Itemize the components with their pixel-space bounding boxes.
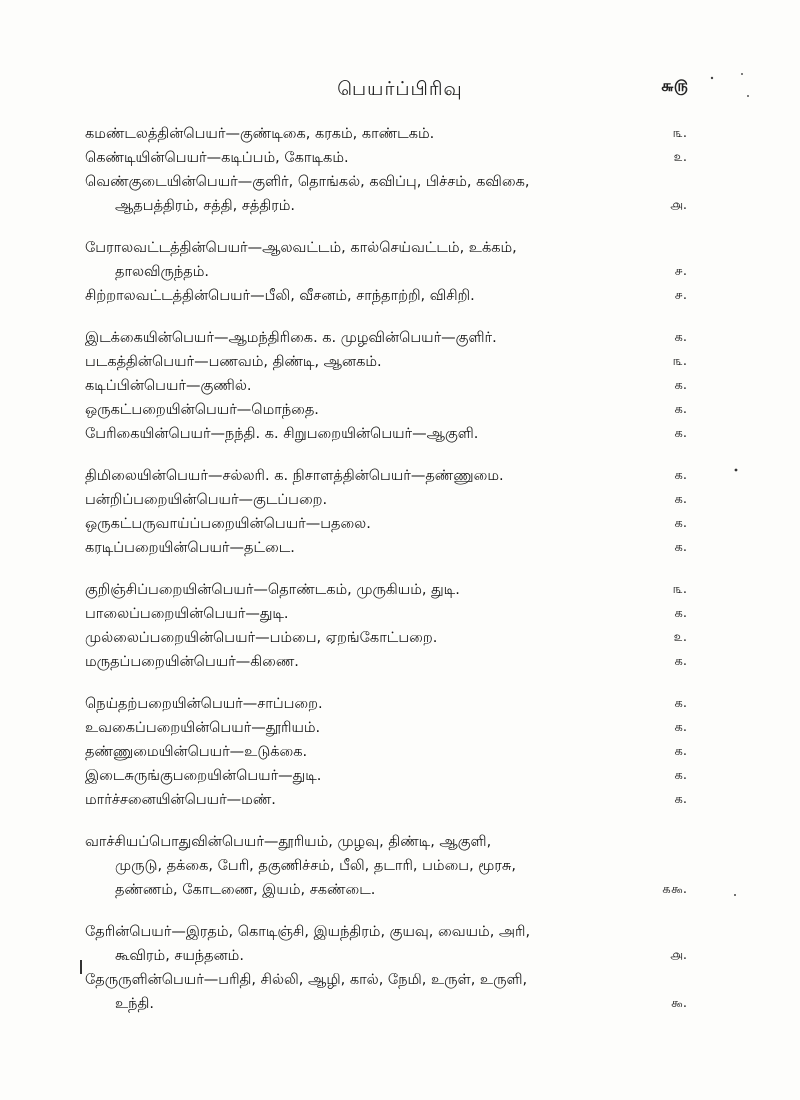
entry-line xyxy=(85,146,685,170)
entry-line xyxy=(85,878,685,902)
verse-count: க. xyxy=(674,768,687,783)
entry-text: இடைசுருங்குபறையின்பெயர்—துடி. xyxy=(85,768,322,784)
verse-count: ௪. xyxy=(674,264,687,279)
entry-line xyxy=(85,968,685,992)
entry-text: தேருருளின்பெயர்—பரிதி, சில்லி, ஆழி, கால், நேமி, உருள், உருளி, xyxy=(85,972,528,988)
entry-line xyxy=(85,578,685,602)
verse-count: க. xyxy=(674,492,687,507)
entry-text: பேரிகையின்பெயர்—நந்தி. க. சிறுபறையின்பெயர்—ஆகுளி. xyxy=(85,426,479,442)
page-number: ௬௫ xyxy=(661,76,688,95)
entry-line xyxy=(85,512,685,536)
entry-text: கரடிப்பறையின்பெயர்—தட்டை. xyxy=(85,540,295,556)
entry-text: முல்லைப்பறையின்பெயர்—பம்பை, ஏறங்கோட்பறை. xyxy=(85,630,438,646)
entry-line xyxy=(85,326,685,350)
entry-text: கமண்டலத்தின்பெயர்—குண்டிகை, கரகம், காண்டகம். xyxy=(85,126,435,142)
entry-text: நெய்தற்பறையின்பெயர்—சாப்பறை. xyxy=(85,696,323,712)
entries-list xyxy=(85,122,685,1016)
entry-line xyxy=(85,284,685,308)
entry-line xyxy=(85,464,685,488)
entry-text: கடிப்பின்பெயர்—குணில். xyxy=(85,378,252,394)
entry-line xyxy=(85,944,685,968)
verse-count: ௧௯. xyxy=(661,882,687,897)
entry-line xyxy=(85,854,685,878)
entry-line xyxy=(85,626,685,650)
entry-text: ஒருகட்பருவாய்ப்பறையின்பெயர்—பதலை. xyxy=(85,516,371,532)
entry-text: ஒருகட்பறையின்பெயர்—மொந்தை. xyxy=(85,402,319,418)
entry-text: வாச்சியப்பொதுவின்பெயர்—தூரியம், முழவு, திண்டி, ஆகுளி, xyxy=(85,834,492,850)
entry-line xyxy=(85,788,685,812)
entry-line xyxy=(85,650,685,674)
entry-text: சிற்றாலவட்டத்தின்பெயர்—பீலி, வீசனம், சாந்தாற்றி, விசிறி. xyxy=(85,288,475,304)
entry-line xyxy=(85,170,685,194)
verse-count: ௨. xyxy=(673,150,687,165)
page-header xyxy=(0,74,800,104)
verse-count: க. xyxy=(674,540,687,555)
verse-count: க. xyxy=(674,402,687,417)
entry-text: பேராலவட்டத்தின்பெயர்—ஆலவட்டம், கால்செய்வட்டம், உக்கம், xyxy=(85,240,517,256)
entry-line xyxy=(85,374,685,398)
verse-count: க. xyxy=(674,468,687,483)
verse-count: க. xyxy=(674,792,687,807)
entry-line xyxy=(85,260,685,284)
verse-count: ௮. xyxy=(669,948,687,963)
verse-count: ௯. xyxy=(670,996,687,1011)
entry-line xyxy=(85,122,685,146)
verse-count: க. xyxy=(674,426,687,441)
entry-text: மார்ச்சனையின்பெயர்—மண். xyxy=(85,792,276,808)
entry-text: தாலவிருந்தம். xyxy=(115,264,210,280)
verse-count: ௪. xyxy=(674,288,687,303)
entry-line xyxy=(85,350,685,374)
verse-count: ௩. xyxy=(672,126,687,141)
entry-line xyxy=(85,920,685,944)
verse-count: ௨. xyxy=(673,630,687,645)
entry-line xyxy=(85,764,685,788)
entry-line xyxy=(85,602,685,626)
entry-text: படகத்தின்பெயர்—பணவம், திண்டி, ஆனகம். xyxy=(85,354,382,370)
entry-text: பாலைப்பறையின்பெயர்—துடி. xyxy=(85,606,289,622)
entry-text: முருடு, தக்கை, பேரி, தகுணிச்சம், பீலி, தடாரி, பம்பை, மூரசு, xyxy=(115,858,516,874)
entry-text: உவகைப்பறையின்பெயர்—தூரியம். xyxy=(85,720,321,736)
verse-count: க. xyxy=(674,330,687,345)
entry-line xyxy=(85,536,685,560)
verse-count: க. xyxy=(674,720,687,735)
verse-count: ௮. xyxy=(669,198,687,213)
entry-line xyxy=(85,740,685,764)
entry-line xyxy=(85,422,685,446)
entry-text: இடக்கையின்பெயர்—ஆமந்திரிகை. க. முழவின்பெயர்—குளிர். xyxy=(85,330,497,346)
verse-count: க. xyxy=(674,696,687,711)
entry-line xyxy=(85,488,685,512)
entry-text: தண்ணம், கோடணை, இயம், சகண்டை. xyxy=(115,882,376,898)
entry-text: திமிலையின்பெயர்—சல்லரி. க. நிசாளத்தின்பெயர்—தண்ணுமை. xyxy=(85,468,504,484)
entry-text: கூவிரம், சயந்தனம். xyxy=(115,948,244,964)
entry-text: வெண்குடையின்பெயர்—குளிர், தொங்கல், கவிப்பு, பிச்சம், கவிகை, xyxy=(85,174,530,190)
verse-count: க. xyxy=(674,516,687,531)
entry-text: உந்தி. xyxy=(115,996,154,1012)
entry-text: கெண்டியின்பெயர்—கடிப்பம், கோடிகம். xyxy=(85,150,349,166)
verse-count: ௩. xyxy=(672,582,687,597)
entry-line xyxy=(85,692,685,716)
entry-text: மருதப்பறையின்பெயர்—கிணை. xyxy=(85,654,299,670)
entry-line xyxy=(85,194,685,218)
verse-count: க. xyxy=(674,378,687,393)
entry-text: பன்றிப்பறையின்பெயர்—குடப்பறை. xyxy=(85,492,328,508)
entry-line xyxy=(85,398,685,422)
entry-text: தேரின்பெயர்—இரதம், கொடிஞ்சி, இயந்திரம், குயவு, வையம், அரி, xyxy=(85,924,531,940)
verse-count: க. xyxy=(674,606,687,621)
entry-line xyxy=(85,992,685,1016)
entry-text: தண்ணுமையின்பெயர்—உடுக்கை. xyxy=(85,744,308,760)
running-title: பெயர்ப்பிரிவு xyxy=(337,78,463,100)
entry-text: ஆதபத்திரம், சத்தி, சத்திரம். xyxy=(115,198,295,214)
entry-line xyxy=(85,236,685,260)
verse-count: க. xyxy=(674,744,687,759)
entry-line xyxy=(85,716,685,740)
entry-line xyxy=(85,830,685,854)
verse-count: ௩. xyxy=(672,354,687,369)
entry-text: குறிஞ்சிப்பறையின்பெயர்—தொண்டகம், முருகியம், துடி. xyxy=(85,582,460,598)
verse-count: க. xyxy=(674,654,687,669)
